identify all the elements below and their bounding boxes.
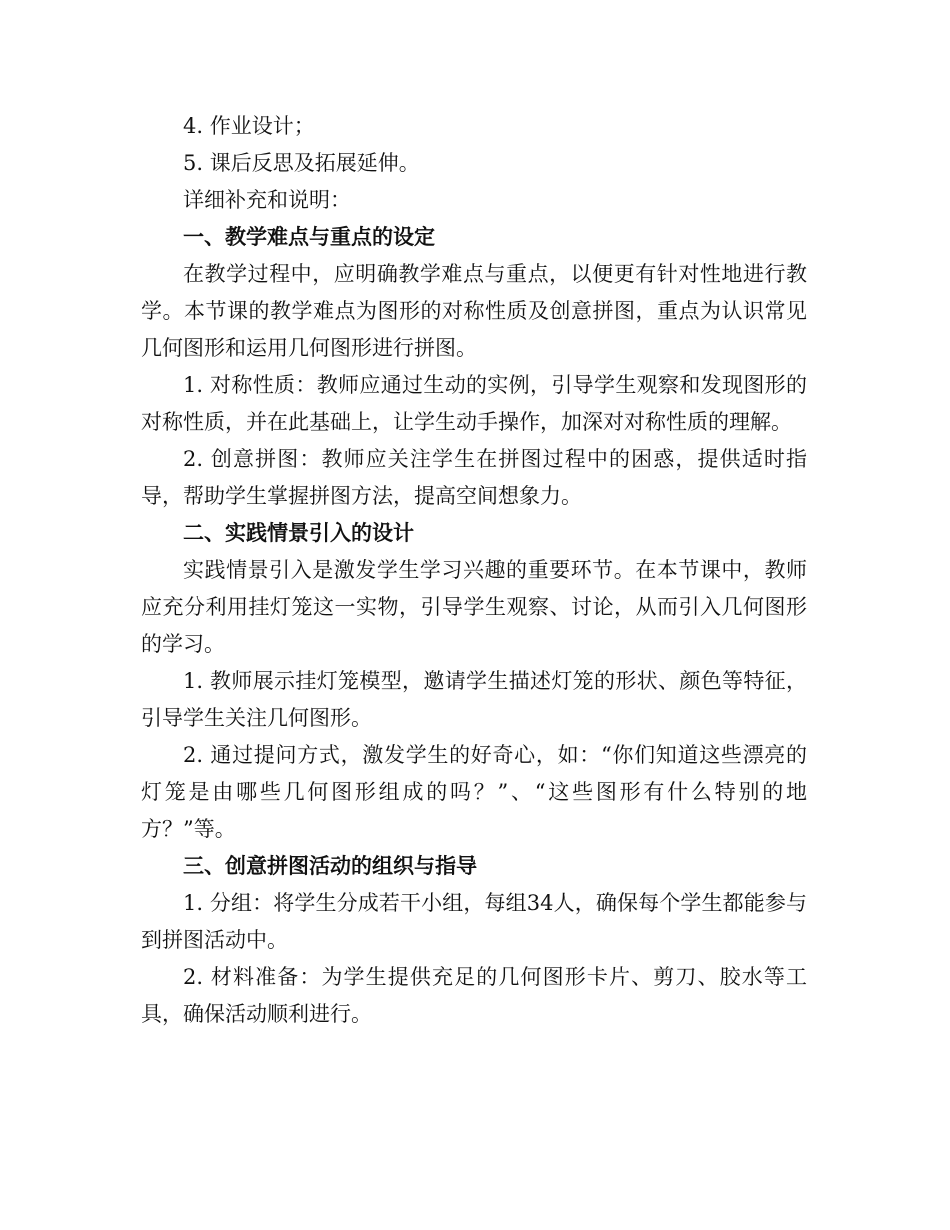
supplement-intro: 详细补充和说明： — [183, 188, 351, 212]
paragraph: 实践情景引入是激发学生学习兴趣的重要环节。在本节课中，教师应充分利用挂灯笼这一实物，引导学生观察、讨论，从而引入几何图形的学习。 — [141, 558, 807, 656]
paragraph: 2. 材料准备：为学生提供充足的几何图形卡片、剪刀、胶水等工具，确保活动顺利进行。 — [141, 965, 807, 1026]
paragraph: 2. 创意拼图：教师应关注学生在拼图过程中的困惑，提供适时指导，帮助学生掌握拼图方法，提高空间想象力。 — [141, 447, 807, 508]
paragraph: 1. 教师展示挂灯笼模型，邀请学生描述灯笼的形状、颜色等特征，引导学生关注几何图形。 — [141, 669, 807, 730]
paragraph: 2. 通过提问方式，激发学生的好奇心，如：“你们知道这些漂亮的灯笼是由哪些几何图形组成的吗？”、“这些图形有什么特别的地方？”等。 — [141, 743, 807, 841]
list-item-reflection: 5. 课后反思及拓展延伸。 — [183, 151, 420, 175]
section-heading-scenario: 二、实践情景引入的设计 — [183, 521, 414, 545]
paragraph: 1. 对称性质：教师应通过生动的实例，引导学生观察和发现图形的对称性质，并在此基础上，让学生动手操作，加深对对称性质的理解。 — [141, 373, 807, 434]
section-heading-puzzle-activity: 三、创意拼图活动的组织与指导 — [183, 854, 477, 878]
document-body — [141, 108, 807, 1033]
section-heading-difficulties: 一、教学难点与重点的设定 — [183, 225, 435, 249]
paragraph: 在教学过程中，应明确教学难点与重点，以便更有针对性地进行教学。本节课的教学难点为图形的对称性质及创意拼图，重点为认识常见几何图形和运用几何图形进行拼图。 — [141, 262, 807, 360]
paragraph: 1. 分组：将学生分成若干小组，每组34人，确保每个学生都能参与到拼图活动中。 — [141, 891, 807, 952]
list-item-homework: 4. 作业设计； — [183, 114, 315, 138]
